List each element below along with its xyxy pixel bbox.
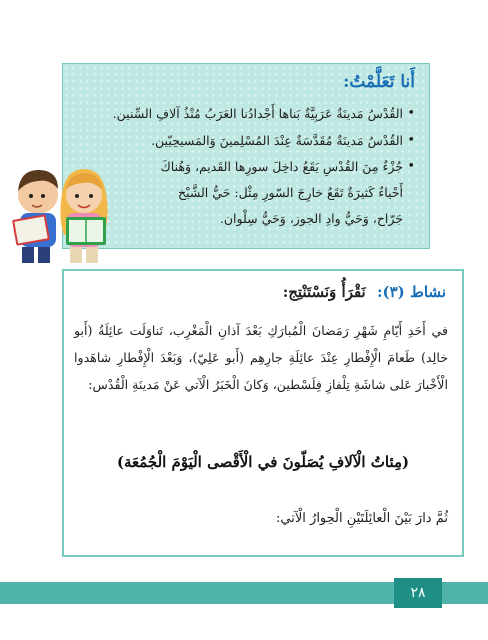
activity-paragraph: في أَحَدِ أَيّامِ شَهْرِ رَمَضانَ الْمُبارَكِ بَعْدَ آذانِ الْمَغْرِب، تَناوَلَت عائِلَةُ (أَبو خالِد) طَعامَ الْإِفْطارِ عِنْدَ عائِلَةِ جارِهِم (أَبو عَلِيّ)، وَبَعْدَ الْإِفْطارِ شاهَدوا الْأَخْبارَ عَلى شاشَةِ تِلْفازِ فِلَسْطين، وَكانَ الْخَبَرُ الْآتي عَنْ مَدينَةِ الْقُدْس:: [74, 323, 448, 392]
activity-box: [62, 269, 464, 557]
kids-reading-illustration: [6, 155, 118, 267]
activity-heading: نَقْرَأُ وَنَسْتَنْتِج:: [282, 283, 366, 301]
activity-label: نشاط (٣):: [376, 283, 446, 301]
learn-item: • جُزْءٌ مِنَ القُدْسِ يَقَعُ داخِلَ سورِها القَديم، وَهُناكَ أَحْياءٌ كَثيرَةٌ تَقَعُ خارِجَ السّورِ مِثْل: حَيُّ الشَّيْخ جَرّاح، وَحَيُّ وادِ الجوز، وَحَيُّ سِلْوان.: [71, 154, 415, 232]
dialogue-intro: ثُمَّ دارَ بَيْنَ الْعائِلَتَيْنِ الْحِوارُ الْآتي:: [276, 511, 448, 526]
learn-item: • القُدْسُ مَدينَةٌ مُقَدَّسَةٌ عِنْدَ المُسْلِمينَ وَالمَسيحِيّين.: [71, 127, 415, 154]
activity-title: [283, 283, 446, 301]
page-number: ٢٨: [394, 578, 442, 608]
learn-item: • القُدْسُ مَدينَةٌ عَرَبِيَّةٌ بَناها أَجْدادُنا العَرَبُ مُنْذُ آلافِ السِّنين.: [71, 100, 415, 127]
news-quote: (مِئاتُ الْآلافِ يُصَلّونَ في الْأَقْصى الْيَوْمَ الْجُمُعَة): [116, 453, 410, 471]
learn-list: [71, 100, 415, 232]
learn-title: أَنا تَعَلَّمْتُ:: [343, 72, 415, 92]
